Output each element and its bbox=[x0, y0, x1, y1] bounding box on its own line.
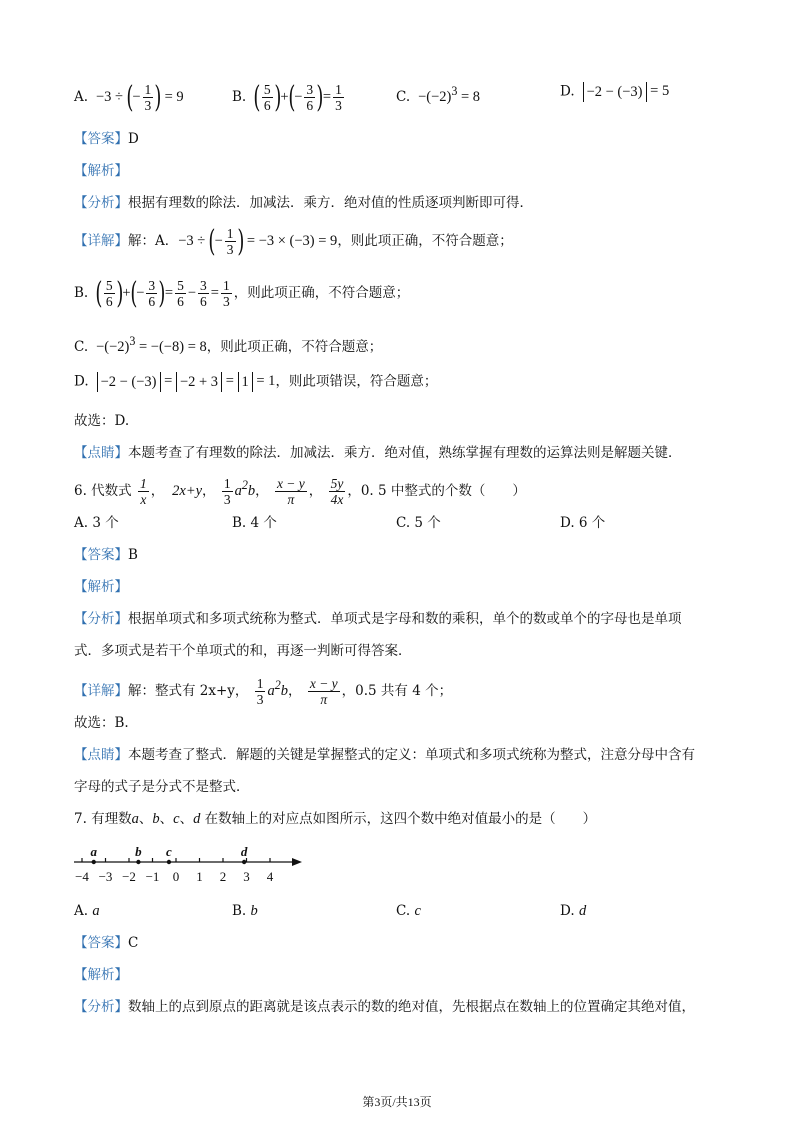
q6-expr-5y-over-4x: $\frac{5y}{4x}$ bbox=[330, 476, 344, 507]
dianjing-tag: 【点睛】 bbox=[74, 747, 128, 763]
q7-stem-var-b: b bbox=[152, 811, 160, 827]
q5-d-conclusion: ，则此项错误，符合题意； bbox=[275, 373, 438, 390]
q6-option-c: C. 5 个 bbox=[396, 515, 441, 531]
q5-b-label: B. bbox=[74, 284, 89, 301]
dianjing-text: 本题考查了整式．解题的关键是掌握整式的定义：单项式和多项式统称为整式，注意分母中含有 bbox=[128, 747, 695, 763]
q5-xiangjie-a bbox=[74, 223, 513, 259]
number-line-tick-label: 3 bbox=[243, 869, 250, 884]
number-line-tick-label: −3 bbox=[98, 869, 113, 884]
q5-a-conclusion: ，则此项正确，不符合题意； bbox=[337, 232, 513, 249]
q5-xiangjie-d bbox=[74, 372, 437, 392]
q5-option-d-label: D. bbox=[560, 83, 575, 100]
xiangjie-tag: 【详解】 bbox=[74, 683, 128, 699]
xiangjie-prefix: 解：A． bbox=[128, 232, 179, 249]
fenxi-tag: 【分析】 bbox=[74, 999, 128, 1015]
q7-option-a bbox=[74, 902, 100, 920]
q7-option-b-var: b bbox=[250, 903, 258, 919]
answer-tag: 【答案】 bbox=[74, 547, 128, 563]
q7-option-d bbox=[560, 902, 586, 920]
q6-dianjing-2: 字母的式子是分式不是整式． bbox=[74, 779, 250, 795]
number-line-tick-label: 0 bbox=[172, 869, 180, 884]
q6-x-a2b: $a^2b$ bbox=[267, 678, 289, 699]
q7-option-d-var: d bbox=[578, 903, 587, 919]
xiangjie-suffix: ，0.5 共有 4 个； bbox=[341, 683, 453, 699]
q7-option-c bbox=[396, 902, 421, 920]
q7-option-b bbox=[232, 902, 258, 920]
q5-option-c-label: C. bbox=[396, 88, 411, 105]
number-line-tick-label: −1 bbox=[145, 869, 160, 884]
q5-d-label: D. bbox=[74, 373, 89, 390]
q7-option-c-var: c bbox=[414, 903, 421, 919]
q6-dianjing-1 bbox=[74, 746, 695, 764]
q7-stem-var-d: d bbox=[193, 811, 201, 827]
q6-x-x-minus-y-over-pi: $\frac{x - y}{\pi}$ bbox=[309, 676, 338, 707]
q5-option-a-label: A. bbox=[74, 88, 89, 105]
xiangjie-tag: 【详解】 bbox=[74, 232, 128, 249]
q7-option-a-label: A. bbox=[74, 903, 89, 919]
answer-tag: 【答案】 bbox=[74, 935, 128, 951]
q5-fenxi bbox=[74, 194, 533, 212]
q7-answer bbox=[74, 934, 138, 952]
q5-b-formula: ( $\frac{5}{6}$ )+(− $\frac{3}{6}$ )= $\frac{5}{6}$ − $\frac{3}{6}$ = $\frac{1}{3}$ bbox=[95, 275, 230, 311]
q5-xiangjie-c bbox=[74, 332, 382, 356]
q5-option-b-formula: ( $\frac{5}{6}$ )+(− $\frac{3}{6}$ )= $\frac{1}{3}$ bbox=[253, 79, 342, 115]
q5-choice: 故选：D. bbox=[74, 413, 130, 429]
q5-answer bbox=[74, 130, 139, 148]
number-line-tick-label: 4 bbox=[266, 869, 274, 884]
q6-xiangjie: 【详解】解：整式有 2x+y， $\frac{1}{3}$ $a^2b$， $\frac{x - y}{\pi}$ ，0.5 共有 4 个； bbox=[74, 676, 453, 707]
number-line-tick-label: −4 bbox=[75, 869, 89, 884]
q6-expr-a2b: $a^2b$ bbox=[234, 478, 256, 499]
answer-value: D bbox=[128, 131, 139, 147]
q5-option-b bbox=[232, 79, 346, 115]
analysis-tag: 【解析】 bbox=[74, 579, 128, 595]
xiangjie-prefix: 解：整式有 2x+y， bbox=[128, 683, 249, 699]
number-line-point-label-a: a bbox=[90, 844, 97, 859]
q7-option-a-var: a bbox=[92, 903, 100, 919]
number-line-point-a bbox=[92, 860, 96, 864]
answer-tag: 【答案】 bbox=[74, 131, 128, 147]
q6-option-a: A. 3 个 bbox=[74, 515, 119, 531]
q6-stem-prefix: 6. 代数式 bbox=[74, 483, 132, 499]
number-line-point-label-b: b bbox=[135, 844, 142, 859]
q7-stem: 7. 有理数a、b、c、d 在数轴上的对应点如图所示，这四个数中绝对值最小的是（ ） bbox=[74, 811, 597, 827]
fenxi-text: 数轴上的点到原点的距离就是该点表示的数的绝对值，先根据点在数轴上的位置确定其绝对值， bbox=[128, 999, 695, 1015]
q7-option-d-label: D. bbox=[560, 903, 575, 919]
q7-stem-vars: a bbox=[131, 811, 139, 827]
q5-a-formula: −3 ÷ (− $\frac{1}{3}$ ) = −3 × (−3) = 9 bbox=[178, 223, 338, 259]
q5-option-c-formula: $-(-2)^3 = 8$ bbox=[414, 84, 481, 105]
q6-x-third-coef: $\frac{1}{3}$ bbox=[256, 676, 264, 707]
q7-option-c-label: C. bbox=[396, 903, 411, 919]
q7-analysis bbox=[74, 966, 128, 984]
q5-option-d bbox=[560, 82, 669, 102]
q5-option-b-label: B. bbox=[232, 88, 247, 105]
number-line-tick-label: −2 bbox=[122, 869, 136, 884]
fenxi-text: 根据有理数的除法．加减法．乘方．绝对值的性质逐项判断即可得． bbox=[128, 195, 533, 211]
q6-expr-third-a2b-coef: $\frac{1}{3}$ bbox=[223, 476, 231, 507]
dianjing-text: 本题考查了有理数的除法．加减法．乘方．绝对值，熟练掌握有理数的运算法则是解题关键． bbox=[128, 445, 682, 461]
q5-option-a-formula: −3 ÷ (− $\frac{1}{3}$ ) = 9 bbox=[92, 79, 184, 115]
number-line-tick-label: 1 bbox=[196, 869, 203, 884]
number-line-tick-label: 2 bbox=[219, 869, 227, 884]
number-line-point-label-c: c bbox=[166, 844, 172, 859]
number-line-point-c bbox=[167, 860, 171, 864]
number-line-point-b bbox=[136, 860, 140, 864]
q6-option-b: B. 4 个 bbox=[232, 515, 277, 531]
dianjing-tag: 【点睛】 bbox=[74, 445, 128, 461]
q6-option-d: D. 6 个 bbox=[560, 515, 606, 531]
analysis-tag: 【解析】 bbox=[74, 967, 128, 983]
q6-analysis bbox=[74, 578, 128, 596]
q7-option-b-label: B. bbox=[232, 903, 247, 919]
q6-stem-suffix: ，0. 5 中整式的个数（ ） bbox=[347, 483, 526, 499]
q5-b-conclusion: ，则此项正确，不符合题意； bbox=[233, 284, 410, 301]
number-line-point-label-d: d bbox=[240, 844, 248, 859]
q7-stem-var-c: c bbox=[173, 811, 180, 827]
number-line-point-d bbox=[242, 860, 246, 864]
fenxi-text: 根据单项式和多项式统称为整式．单项式是字母和数的乘积，单个的数或单个的字母也是单项 bbox=[128, 611, 682, 627]
answer-value: C bbox=[128, 935, 139, 951]
q6-fenxi-1 bbox=[74, 610, 682, 628]
arrow-right-icon bbox=[292, 858, 302, 866]
page-footer: 第3页/共13页 bbox=[362, 1095, 432, 1109]
q7-stem-prefix: 7. 有理数 bbox=[74, 811, 132, 827]
q5-xiangjie-b bbox=[74, 275, 410, 311]
q5-option-d-formula: −2 − (−3) = 5 bbox=[579, 83, 669, 99]
analysis-tag: 【解析】 bbox=[74, 163, 128, 179]
q5-d-formula: −2 − (−3) = −2 + 3 = 1 = 1 bbox=[93, 373, 276, 389]
q7-stem-suffix: 在数轴上的对应点如图所示，这四个数中绝对值最小的是（ ） bbox=[204, 811, 597, 827]
answer-value: B bbox=[128, 547, 138, 563]
q5-c-label: C. bbox=[74, 338, 89, 355]
q5-option-c bbox=[396, 82, 480, 106]
q6-fenxi-2: 式．多项式是若干个单项式的和，再逐一判断可得答案． bbox=[74, 643, 412, 659]
q6-choice: 故选：B. bbox=[74, 715, 129, 731]
q5-analysis bbox=[74, 162, 128, 180]
q5-dianjing bbox=[74, 444, 682, 462]
q5-c-formula: $-(-2)^3 = -(-8) = 8$ bbox=[92, 334, 207, 355]
fenxi-tag: 【分析】 bbox=[74, 611, 128, 627]
q6-stem: 6. 代数式 $\frac{1}{x}$ ， 2x+y， $\frac{1}{3}$ $a^2b$， $\frac{x - y}{\pi}$ ， $\frac{5y}{4x}$ ，0. 5 中整式的个数（ ） bbox=[74, 476, 526, 507]
q6-answer bbox=[74, 546, 138, 564]
q6-expr-x-minus-y-over-pi: $\frac{x - y}{\pi}$ bbox=[276, 476, 305, 507]
q6-expr-2x-plus-y: 2x+y bbox=[168, 483, 203, 499]
q5-c-conclusion: ，则此项正确，不符合题意； bbox=[206, 338, 383, 355]
number-line bbox=[70, 842, 320, 888]
q7-fenxi bbox=[74, 998, 695, 1016]
fenxi-tag: 【分析】 bbox=[74, 195, 128, 211]
q6-expr-1-over-x: $\frac{1}{x}$ bbox=[139, 476, 147, 507]
q5-option-a bbox=[74, 79, 184, 115]
